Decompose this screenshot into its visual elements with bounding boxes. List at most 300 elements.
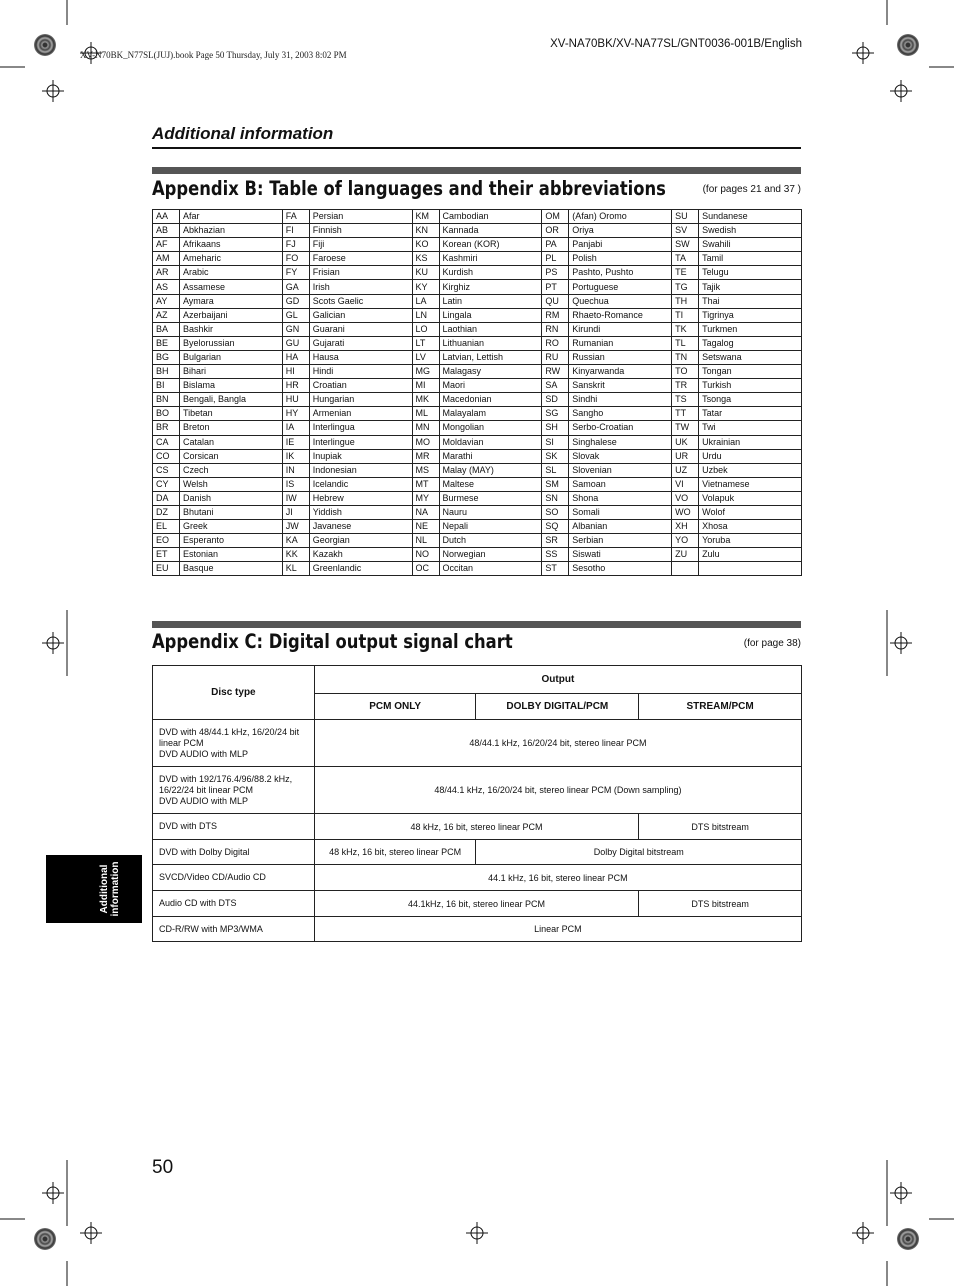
language-name: Indonesian: [309, 463, 412, 477]
language-row: [153, 280, 802, 294]
language-name: Kashmiri: [439, 252, 542, 266]
disc-type-line: DVD with DTS: [159, 821, 218, 831]
appendix-b-title: Appendix B: Table of languages and their abbreviations: [152, 177, 666, 200]
language-code: BN: [153, 393, 180, 407]
language-code: ST: [542, 562, 569, 576]
language-row: [153, 379, 802, 393]
language-row: [153, 294, 802, 308]
language-name: Arabic: [179, 266, 282, 280]
language-name: Panjabi: [569, 238, 672, 252]
language-name: Tongan: [699, 365, 802, 379]
language-name: [699, 562, 802, 576]
language-code: SO: [542, 505, 569, 519]
language-name: Esperanto: [179, 534, 282, 548]
language-name: Irish: [309, 280, 412, 294]
language-row: [153, 505, 802, 519]
language-name: Malayalam: [439, 407, 542, 421]
language-code: TE: [672, 266, 699, 280]
output-cell: Dolby Digital bitstream: [476, 840, 802, 865]
language-code: LO: [412, 322, 439, 336]
language-code: VI: [672, 477, 699, 491]
language-name: Polish: [569, 252, 672, 266]
language-code: ML: [412, 407, 439, 421]
language-name: Maori: [439, 379, 542, 393]
language-code: HY: [282, 407, 309, 421]
language-name: Wolof: [699, 505, 802, 519]
language-name: Bengali, Bangla: [179, 393, 282, 407]
language-code: MS: [412, 463, 439, 477]
section-title: Additional information: [152, 124, 334, 143]
language-code: EL: [153, 520, 180, 534]
language-name: Bulgarian: [179, 350, 282, 364]
language-code: HR: [282, 379, 309, 393]
language-code: MK: [412, 393, 439, 407]
language-name: Kannada: [439, 224, 542, 238]
language-name: Tsonga: [699, 393, 802, 407]
language-code: CO: [153, 449, 180, 463]
language-code: UR: [672, 449, 699, 463]
pcm-only-header: PCM ONLY: [314, 694, 476, 720]
language-name: Tajik: [699, 280, 802, 294]
language-row: [153, 449, 802, 463]
disc-type-line: DVD AUDIO with MLP: [159, 748, 249, 759]
language-name: Tibetan: [179, 407, 282, 421]
output-cell: Linear PCM: [314, 917, 801, 942]
language-name: Shona: [569, 491, 672, 505]
language-code: PL: [542, 252, 569, 266]
language-name: Gujarati: [309, 336, 412, 350]
language-code: LN: [412, 308, 439, 322]
language-name: Telugu: [699, 266, 802, 280]
disc-type-cell: [153, 865, 315, 891]
language-name: Turkmen: [699, 322, 802, 336]
language-code: MG: [412, 365, 439, 379]
language-row: [153, 520, 802, 534]
language-code: XH: [672, 520, 699, 534]
language-name: Corsican: [179, 449, 282, 463]
language-row: [153, 435, 802, 449]
language-name: Assamese: [179, 280, 282, 294]
language-code: DA: [153, 491, 180, 505]
language-name: Ukrainian: [699, 435, 802, 449]
language-code: UK: [672, 435, 699, 449]
language-code: FJ: [282, 238, 309, 252]
appendix-c-bar: [152, 621, 801, 628]
language-code: PS: [542, 266, 569, 280]
language-code: NO: [412, 548, 439, 562]
appendix-c-title: Appendix C: Digital output signal chart: [152, 630, 513, 653]
language-name: Pashto, Pushto: [569, 266, 672, 280]
disc-type-cell: [153, 767, 315, 814]
language-name: Scots Gaelic: [309, 294, 412, 308]
language-name: Dutch: [439, 534, 542, 548]
language-code: MT: [412, 477, 439, 491]
language-code: SQ: [542, 520, 569, 534]
language-row: [153, 421, 802, 435]
language-code: CY: [153, 477, 180, 491]
language-code: MR: [412, 449, 439, 463]
language-code: KA: [282, 534, 309, 548]
language-name: Siswati: [569, 548, 672, 562]
language-code: IK: [282, 449, 309, 463]
language-name: Sanskrit: [569, 379, 672, 393]
language-name: Uzbek: [699, 463, 802, 477]
language-row: [153, 491, 802, 505]
language-code: QU: [542, 294, 569, 308]
language-name: Aymara: [179, 294, 282, 308]
language-code: TG: [672, 280, 699, 294]
language-code: TA: [672, 252, 699, 266]
language-code: SN: [542, 491, 569, 505]
language-name: Cambodian: [439, 210, 542, 224]
disc-type-header: Disc type: [153, 666, 315, 720]
language-name: Hindi: [309, 365, 412, 379]
language-name: Tamil: [699, 252, 802, 266]
language-name: Icelandic: [309, 477, 412, 491]
language-code: BO: [153, 407, 180, 421]
language-name: Urdu: [699, 449, 802, 463]
language-name: Basque: [179, 562, 282, 576]
digital-output-table: [152, 665, 802, 942]
language-name: Kinyarwanda: [569, 365, 672, 379]
model-number: XV-NA70BK/XV-NA77SL/GNT0036-001B/English: [550, 38, 802, 50]
language-code: KU: [412, 266, 439, 280]
language-name: Faroese: [309, 252, 412, 266]
language-name: Kirghiz: [439, 280, 542, 294]
language-name: Zulu: [699, 548, 802, 562]
language-name: Danish: [179, 491, 282, 505]
language-name: Swedish: [699, 224, 802, 238]
language-name: Hausa: [309, 350, 412, 364]
output-cell: 44.1 kHz, 16 bit, stereo linear PCM: [314, 865, 801, 891]
disc-type-line: Audio CD with DTS: [159, 898, 237, 908]
language-name: Setswana: [699, 350, 802, 364]
language-code: EO: [153, 534, 180, 548]
language-name: Interlingua: [309, 421, 412, 435]
language-code: AR: [153, 266, 180, 280]
language-code: GD: [282, 294, 309, 308]
language-code: WO: [672, 505, 699, 519]
language-name: Lingala: [439, 308, 542, 322]
language-code: SU: [672, 210, 699, 224]
language-name: Maltese: [439, 477, 542, 491]
language-row: [153, 534, 802, 548]
language-code: SI: [542, 435, 569, 449]
language-code: TS: [672, 393, 699, 407]
language-code: AF: [153, 238, 180, 252]
language-code: UZ: [672, 463, 699, 477]
language-name: (Afan) Oromo: [569, 210, 672, 224]
output-header: Output: [314, 666, 801, 694]
signal-row: [153, 767, 802, 814]
language-code: KS: [412, 252, 439, 266]
language-name: Quechua: [569, 294, 672, 308]
language-name: Albanian: [569, 520, 672, 534]
language-code: GA: [282, 280, 309, 294]
language-code: TI: [672, 308, 699, 322]
language-code: NL: [412, 534, 439, 548]
language-row: [153, 322, 802, 336]
appendix-c-note: (for page 38): [743, 638, 801, 649]
language-name: Afar: [179, 210, 282, 224]
language-code: FO: [282, 252, 309, 266]
side-tab-line: information: [110, 861, 121, 917]
language-code: IE: [282, 435, 309, 449]
language-code: EU: [153, 562, 180, 576]
language-code: CA: [153, 435, 180, 449]
language-code: SH: [542, 421, 569, 435]
language-name: Slovak: [569, 449, 672, 463]
language-name: Javanese: [309, 520, 412, 534]
language-table: [152, 209, 802, 576]
disc-type-line: SVCD/Video CD/Audio CD: [159, 872, 266, 882]
language-code: SS: [542, 548, 569, 562]
language-name: Bashkir: [179, 322, 282, 336]
language-code: SD: [542, 393, 569, 407]
language-code: DZ: [153, 505, 180, 519]
language-name: Sundanese: [699, 210, 802, 224]
language-code: TO: [672, 365, 699, 379]
language-name: Tigrinya: [699, 308, 802, 322]
language-code: RW: [542, 365, 569, 379]
language-row: [153, 224, 802, 238]
language-code: JI: [282, 505, 309, 519]
language-code: RM: [542, 308, 569, 322]
language-code: RO: [542, 336, 569, 350]
disc-type-cell: [153, 917, 315, 942]
language-name: Greek: [179, 520, 282, 534]
language-name: Catalan: [179, 435, 282, 449]
language-code: YO: [672, 534, 699, 548]
language-code: SV: [672, 224, 699, 238]
language-name: Kirundi: [569, 322, 672, 336]
language-code: TK: [672, 322, 699, 336]
language-name: Afrikaans: [179, 238, 282, 252]
language-code: CS: [153, 463, 180, 477]
book-info-line: XV-N70BK_N77SL(JUJ).book Page 50 Thursday, July 31, 2003 8:02 PM: [80, 50, 347, 60]
appendix-b-bar: [152, 167, 801, 174]
language-name: Malagasy: [439, 365, 542, 379]
language-code: ZU: [672, 548, 699, 562]
language-code: TR: [672, 379, 699, 393]
language-code: KK: [282, 548, 309, 562]
disc-type-cell: [153, 840, 315, 865]
signal-row: [153, 840, 802, 865]
language-code: HI: [282, 365, 309, 379]
language-code: MO: [412, 435, 439, 449]
language-name: Norwegian: [439, 548, 542, 562]
language-name: Moldavian: [439, 435, 542, 449]
language-name: Portuguese: [569, 280, 672, 294]
language-name: Breton: [179, 421, 282, 435]
output-cell: 44.1kHz, 16 bit, stereo linear PCM: [314, 891, 638, 917]
language-name: Frisian: [309, 266, 412, 280]
language-name: Welsh: [179, 477, 282, 491]
language-code: BA: [153, 322, 180, 336]
language-name: Turkish: [699, 379, 802, 393]
output-cell: DTS bitstream: [639, 891, 802, 917]
language-code: BE: [153, 336, 180, 350]
language-name: Abkhazian: [179, 224, 282, 238]
language-code: TT: [672, 407, 699, 421]
language-name: Swahili: [699, 238, 802, 252]
language-name: Samoan: [569, 477, 672, 491]
language-name: Georgian: [309, 534, 412, 548]
language-code: IW: [282, 491, 309, 505]
language-code: ET: [153, 548, 180, 562]
language-name: Latin: [439, 294, 542, 308]
language-row: [153, 463, 802, 477]
output-cell: 48/44.1 kHz, 16/20/24 bit, stereo linear PCM (Down sampling): [314, 767, 801, 814]
disc-type-line: DVD AUDIO with MLP: [159, 795, 249, 806]
disc-type-line: DVD with Dolby Digital: [159, 846, 250, 857]
language-code: MN: [412, 421, 439, 435]
language-code: SG: [542, 407, 569, 421]
language-code: SL: [542, 463, 569, 477]
disc-type-line: CD-R/RW with MP3/WMA: [159, 923, 263, 934]
language-row: [153, 407, 802, 421]
language-name: Lithuanian: [439, 336, 542, 350]
language-code: SK: [542, 449, 569, 463]
language-name: Kurdish: [439, 266, 542, 280]
signal-row: [153, 814, 802, 840]
language-code: FA: [282, 210, 309, 224]
language-code: GN: [282, 322, 309, 336]
language-name: Slovenian: [569, 463, 672, 477]
language-name: Azerbaijani: [179, 308, 282, 322]
language-code: OC: [412, 562, 439, 576]
language-name: Tagalog: [699, 336, 802, 350]
language-name: Nauru: [439, 505, 542, 519]
appendix-b-note: (for pages 21 and 37 ): [702, 184, 801, 195]
language-name: Vietnamese: [699, 477, 802, 491]
disc-type-cell: [153, 814, 315, 840]
language-name: Serbian: [569, 534, 672, 548]
language-code: PT: [542, 280, 569, 294]
language-code: SM: [542, 477, 569, 491]
signal-row: [153, 891, 802, 917]
language-code: LT: [412, 336, 439, 350]
language-name: Rhaeto-Romance: [569, 308, 672, 322]
language-name: Xhosa: [699, 520, 802, 534]
language-name: Bihari: [179, 365, 282, 379]
language-row: [153, 477, 802, 491]
output-cell: 48/44.1 kHz, 16/20/24 bit, stereo linear PCM: [314, 720, 801, 767]
disc-type-line: 16/22/24 bit linear PCM: [159, 784, 254, 795]
language-code: JW: [282, 520, 309, 534]
language-name: Galician: [309, 308, 412, 322]
signal-row: [153, 865, 802, 891]
language-code: HU: [282, 393, 309, 407]
language-code: BH: [153, 365, 180, 379]
language-code: AA: [153, 210, 180, 224]
language-code: KY: [412, 280, 439, 294]
output-cell: 48 kHz, 16 bit, stereo linear PCM: [314, 814, 638, 840]
language-row: [153, 266, 802, 280]
language-name: Russian: [569, 350, 672, 364]
stream-pcm-header: STREAM/PCM: [639, 694, 802, 720]
language-row: [153, 210, 802, 224]
language-code: RU: [542, 350, 569, 364]
language-name: Marathi: [439, 449, 542, 463]
language-name: Bislama: [179, 379, 282, 393]
language-code: RN: [542, 322, 569, 336]
language-row: [153, 336, 802, 350]
language-name: Greenlandic: [309, 562, 412, 576]
language-code: NA: [412, 505, 439, 519]
language-name: Sangho: [569, 407, 672, 421]
language-name: Occitan: [439, 562, 542, 576]
language-name: Interlingue: [309, 435, 412, 449]
language-name: Laothian: [439, 322, 542, 336]
language-code: KO: [412, 238, 439, 252]
language-name: Oriya: [569, 224, 672, 238]
language-name: Twi: [699, 421, 802, 435]
language-code: GL: [282, 308, 309, 322]
language-code: [672, 562, 699, 576]
disc-type-line: DVD with 48/44.1 kHz, 16/20/24 bit: [159, 726, 300, 737]
language-code: AM: [153, 252, 180, 266]
language-code: GU: [282, 336, 309, 350]
language-row: [153, 308, 802, 322]
disc-type-cell: [153, 891, 315, 917]
language-name: Hungarian: [309, 393, 412, 407]
language-code: HA: [282, 350, 309, 364]
language-name: Macedonian: [439, 393, 542, 407]
dolby-digital-pcm-header: DOLBY DIGITAL/PCM: [476, 694, 639, 720]
language-code: TL: [672, 336, 699, 350]
language-name: Serbo-Croatian: [569, 421, 672, 435]
language-name: Korean (KOR): [439, 238, 542, 252]
language-code: BG: [153, 350, 180, 364]
language-name: Yiddish: [309, 505, 412, 519]
language-name: Tatar: [699, 407, 802, 421]
language-name: Volapuk: [699, 491, 802, 505]
language-name: Nepali: [439, 520, 542, 534]
language-name: Ameharic: [179, 252, 282, 266]
language-name: Burmese: [439, 491, 542, 505]
language-code: IN: [282, 463, 309, 477]
side-tab-label: [99, 862, 121, 917]
language-code: VO: [672, 491, 699, 505]
language-code: IS: [282, 477, 309, 491]
side-tab: [46, 855, 142, 923]
language-code: LV: [412, 350, 439, 364]
language-code: AZ: [153, 308, 180, 322]
language-name: Hebrew: [309, 491, 412, 505]
output-cell: DTS bitstream: [639, 814, 802, 840]
section-divider: [152, 147, 801, 149]
language-code: NE: [412, 520, 439, 534]
language-name: Singhalese: [569, 435, 672, 449]
signal-row: [153, 720, 802, 767]
language-code: BR: [153, 421, 180, 435]
language-name: Croatian: [309, 379, 412, 393]
disc-type-line: linear PCM: [159, 737, 204, 748]
page-number: 50: [152, 1157, 174, 1178]
language-name: Mongolian: [439, 421, 542, 435]
language-name: Yoruba: [699, 534, 802, 548]
language-code: AS: [153, 280, 180, 294]
language-name: Kazakh: [309, 548, 412, 562]
language-code: FY: [282, 266, 309, 280]
language-row: [153, 562, 802, 576]
language-name: Inupiak: [309, 449, 412, 463]
language-code: KL: [282, 562, 309, 576]
language-code: MY: [412, 491, 439, 505]
language-row: [153, 238, 802, 252]
language-name: Guarani: [309, 322, 412, 336]
